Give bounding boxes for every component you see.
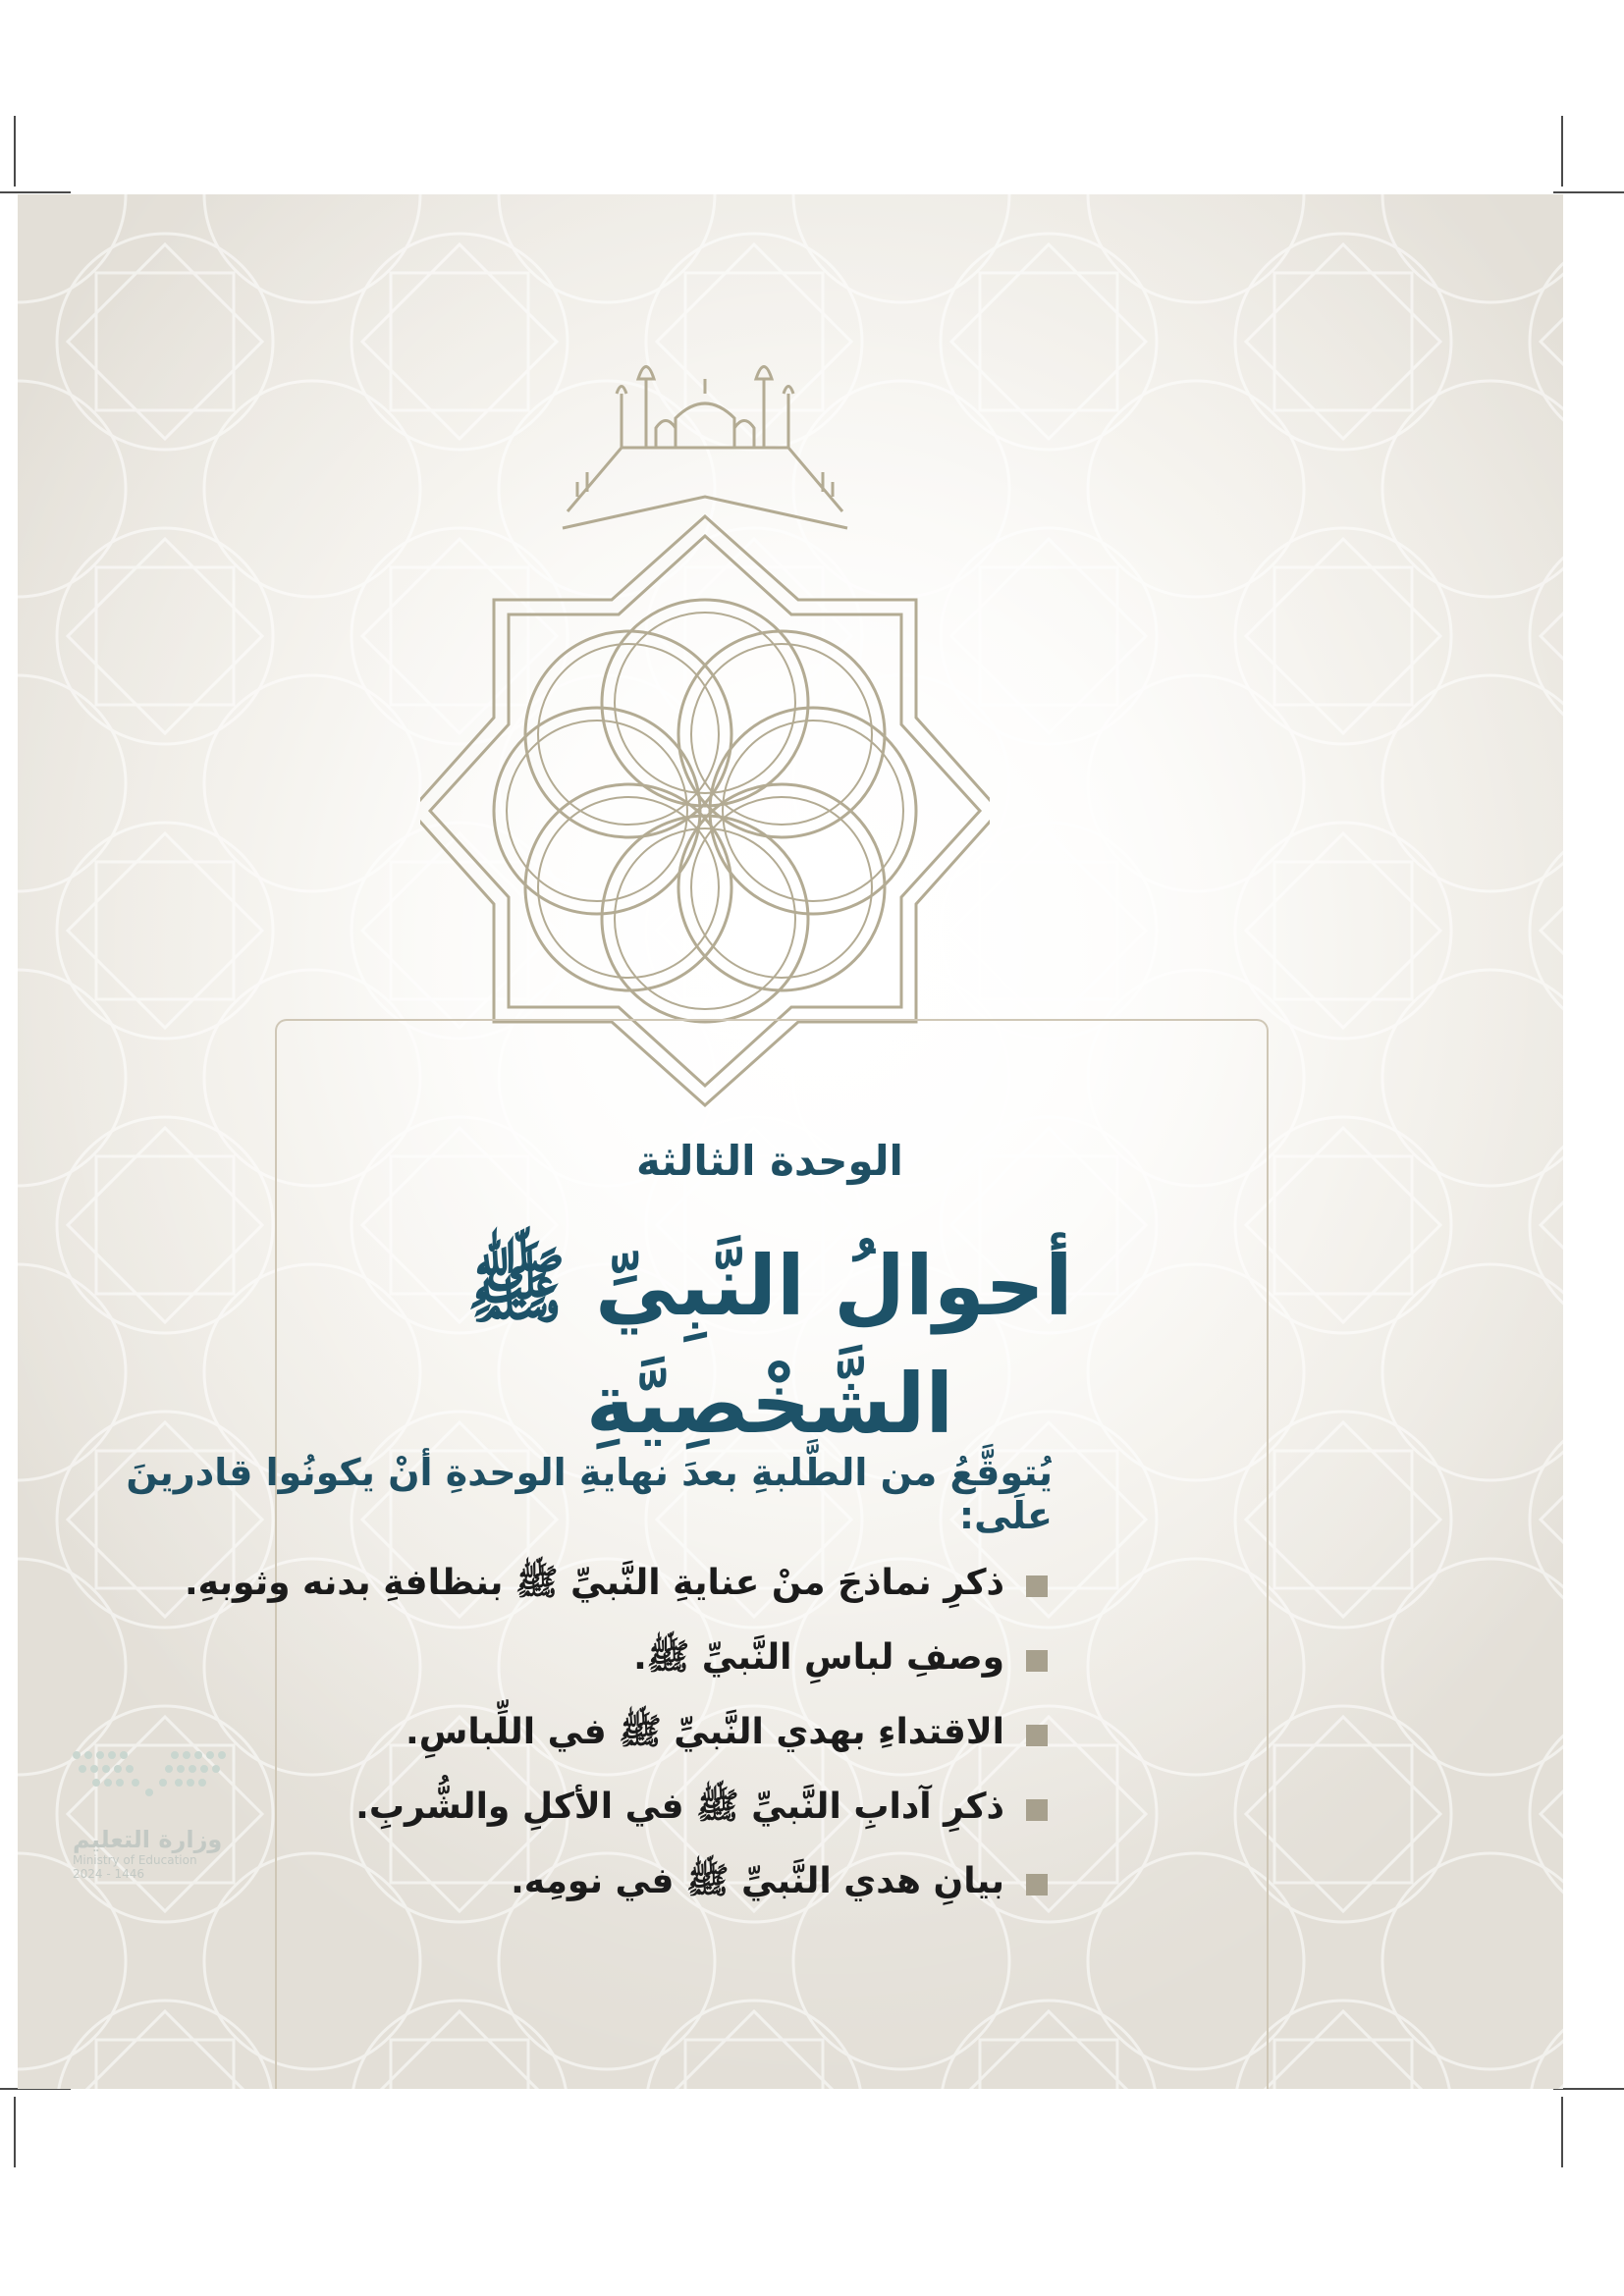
ministry-logo-icon xyxy=(57,1735,253,1824)
crop-mark xyxy=(14,116,16,187)
objectives-intro: يُتوقَّعُ من الطَّلبةِ بعدَ نهايةِ الوحدةِ أنْ يكونُوا قادرينَ علَى: xyxy=(126,1451,1053,1537)
ministry-name-ar: وزارة التعليم xyxy=(73,1826,223,1853)
square-bullet-icon xyxy=(1026,1650,1048,1672)
objective-text: ذكرِ آدابِ النَّبيِّ ﷺ في الأكلِ والشُّربِ. xyxy=(355,1787,1004,1827)
square-bullet-icon xyxy=(1026,1799,1048,1821)
crop-mark xyxy=(1561,116,1563,187)
unit-label: الوحدة الثالثة xyxy=(636,1137,903,1185)
objective-text: بيانِ هدي النَّبيِّ ﷺ في نومِه. xyxy=(511,1861,1004,1901)
ministry-year: 2024 - 1446 xyxy=(73,1867,145,1881)
crop-mark xyxy=(1561,2097,1563,2167)
crop-mark xyxy=(0,191,71,193)
square-bullet-icon xyxy=(1026,1725,1048,1746)
crop-mark xyxy=(14,2097,16,2167)
square-bullet-icon xyxy=(1026,1575,1048,1597)
objective-text: الاقتداءِ بهدي النَّبيِّ ﷺ في اللِّباسِ. xyxy=(406,1712,1004,1752)
ministry-watermark xyxy=(73,1826,240,1881)
crop-mark xyxy=(1553,2088,1624,2090)
objective-item xyxy=(66,1549,1048,1624)
objective-text: وصفِ لباسِ النَّبيِّ ﷺ. xyxy=(633,1637,1004,1678)
mosque-icon xyxy=(563,367,847,529)
objective-text: ذكرِ نماذجَ منْ عنايةِ النَّبيِّ ﷺ بنظافةِ بدنه وثوبهِ. xyxy=(184,1563,1004,1603)
unit-title: أحوالُ النَّبِيِّ ﷺ الشَّخْصِيَّةِ xyxy=(466,1238,1073,1452)
ministry-name-en: Ministry of Education xyxy=(73,1853,197,1867)
cover-sheet xyxy=(18,194,1563,2089)
star-ornament-icon xyxy=(420,516,990,1105)
objective-item xyxy=(66,1624,1048,1698)
crop-mark xyxy=(1553,191,1624,193)
square-bullet-icon xyxy=(1026,1874,1048,1896)
